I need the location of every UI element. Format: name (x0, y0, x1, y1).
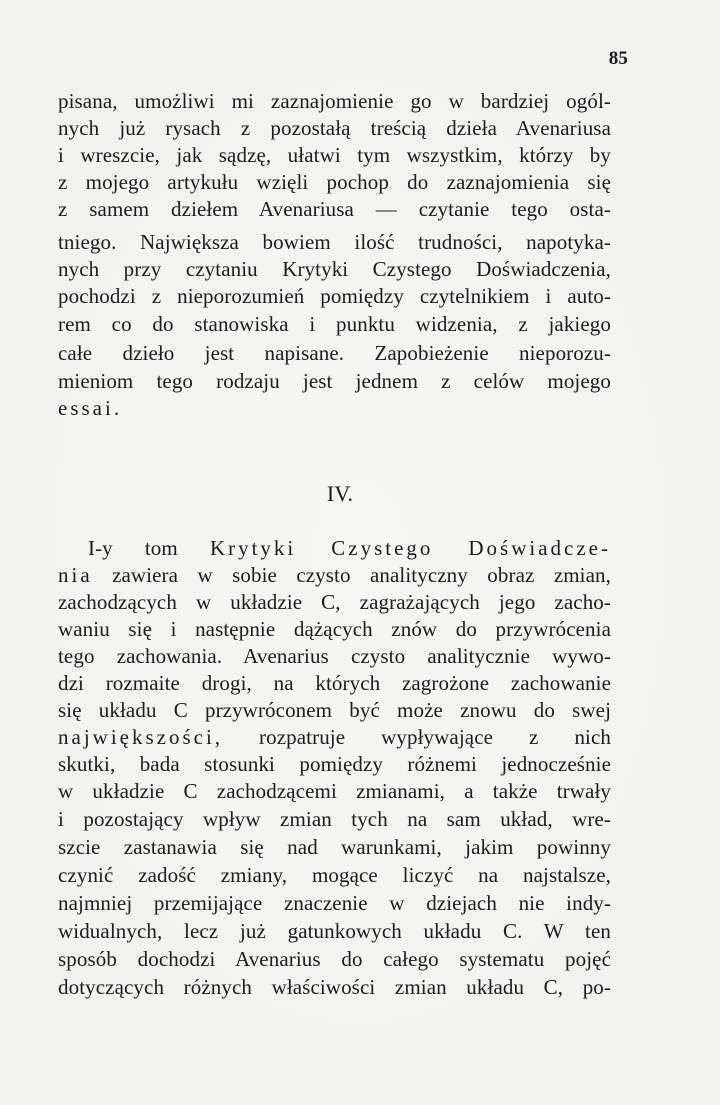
text-line: widualnych, lecz już gatunkowych układu C. W ten (58, 919, 611, 943)
text-line: nych przy czytaniu Krytyki Czystego Doświadczenia, (58, 257, 611, 281)
text-line: szcie zastanawia się nad warunkami, jakim powinny (58, 835, 611, 859)
text-line: i wreszcie, jak sądzę, ułatwi tym wszystkim, którzy by (58, 143, 611, 167)
text-line: tego zachowania. Avenarius czysto analitycznie wywo- (58, 644, 611, 668)
text-line: zachodzących w układzie C, zagrażających jego zacho- (58, 590, 611, 614)
text-run: I-y tom (88, 536, 178, 560)
text-line: z samem dziełem Avenariusa — czytanie tego osta- (58, 197, 611, 221)
text-line: najmniej przemijające znaczenie w dziejach nie indy- (58, 891, 611, 915)
text-line: w układzie C zachodzącemi zmianami, a także trwały (58, 779, 611, 803)
text-line: essai. (58, 396, 123, 420)
text-line (58, 562, 611, 589)
text-line: skutki, bada stosunki pomiędzy różnemi jednocześnie (58, 752, 611, 776)
emphasized-title: Krytyki Czystego Doświadcze- (209, 536, 611, 560)
text-line: i pozostający wpływ zmian tych na sam układ, wre- (58, 807, 611, 831)
text-line: czynić zadość zmiany, mogące liczyć na najstalsze, (58, 863, 611, 887)
text-run: zawiera w sobie czysto analityczny obraz zmian, (112, 563, 611, 587)
text-line: się układu C przywróconem być może znowu do swej (58, 698, 611, 722)
text-line: z mojego artykułu wzięli pochop do zaznajomienia się (58, 170, 611, 194)
text-line: nych już rysach z pozostałą treścią dzieła Avenariusa (58, 116, 611, 140)
text-line (58, 724, 611, 751)
text-line: sposób dochodzi Avenarius do całego systematu pojęć (58, 947, 611, 971)
text-line: rem co do stanowiska i punktu widzenia, z jakiego (58, 312, 611, 336)
text-line: dotyczących różnych właściwości zmian układu C, po- (58, 975, 611, 999)
text-run: rozpatruje wypływające z nich (259, 725, 611, 749)
page-number: 85 (608, 48, 628, 69)
text-line (88, 535, 611, 562)
text-line: całe dzieło jest napisane. Zapobieżenie nieporozu- (58, 341, 611, 365)
text-line: tniego. Największa bowiem ilość trudności, napotyka- (58, 230, 611, 254)
text-line: waniu się i następnie dążących znów do przywrócenia (58, 617, 611, 641)
emphasized-word: największości, (58, 725, 224, 749)
text-line: mieniom tego rodzaju jest jednem z celów mojego (58, 369, 611, 393)
text-line: pisana, umożliwi mi zaznajomienie go w bardziej ogól- (58, 89, 611, 113)
emphasized-title: nia (58, 563, 93, 587)
section-heading: IV. (326, 481, 354, 506)
text-line: pochodzi z nieporozumień pomiędzy czytelnikiem i auto- (58, 284, 611, 308)
text-line: dzi rozmaite drogi, na których zagrożone zachowanie (58, 671, 611, 695)
